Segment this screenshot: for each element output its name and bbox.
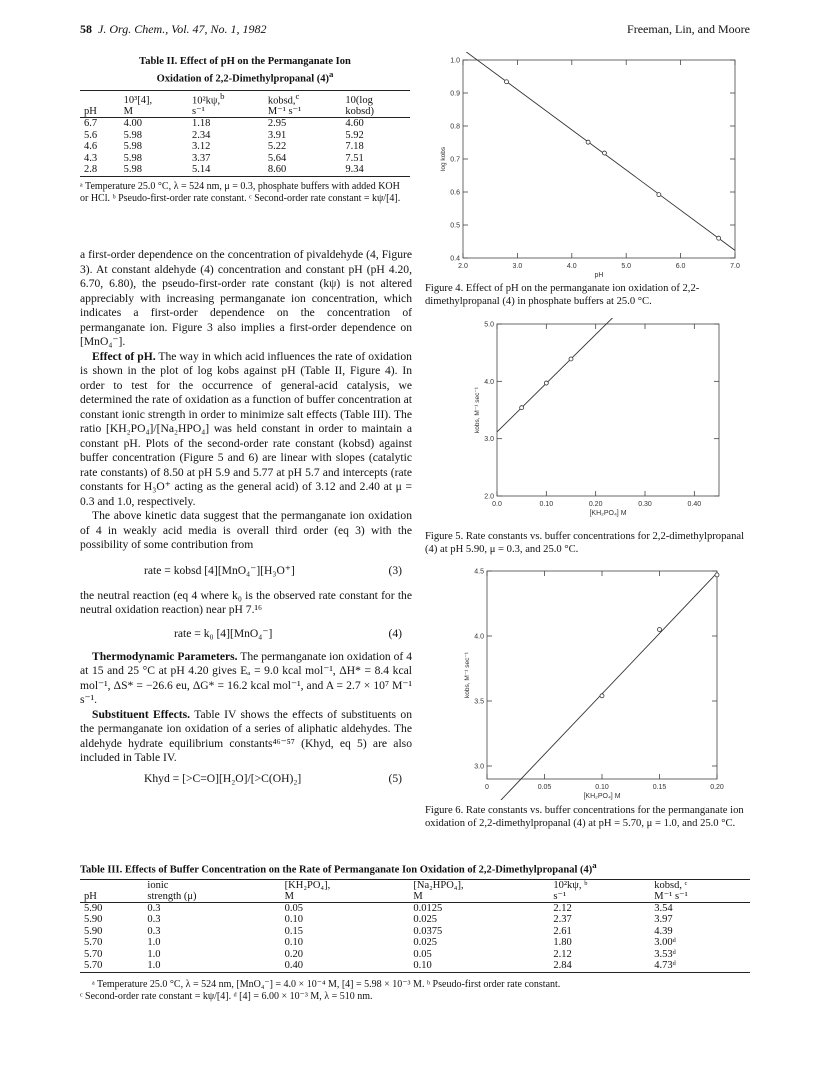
x-tick-label: 0.15 <box>652 784 667 791</box>
x-axis-label: [KH₂PO₄] M <box>589 510 627 517</box>
section-heading-subst: Substituent Effects. <box>92 707 191 721</box>
table-3-cell: 0.20 <box>284 948 304 960</box>
x-tick-label: 0.20 <box>710 784 724 791</box>
table-2-cell: 2.34 <box>191 129 211 141</box>
table-3-caption: Table III. Effects of Buffer Concentration on the Rate of Permanganate Ion Oxidation of 2,2-Dimethylpropanal $(4)^a$ <box>80 860 597 876</box>
table-3-cell: 2.61 <box>553 925 572 937</box>
table-3-cell: 3.54 <box>654 902 673 914</box>
table-3-cell: 1.0 <box>147 948 161 960</box>
figure-6-caption: Figure 6. Rate constants vs. buffer concentrations for the permanganate ion oxidation of 2,2-dimethylpropanal (4) at pH = 5.70, μ = 1.0, and 25.0 °C. <box>425 805 744 829</box>
table-3-cell: 2.12 <box>553 948 572 960</box>
table-3-cell: 5.70 <box>80 960 143 972</box>
data-point <box>520 406 524 410</box>
x-tick-label: 0.20 <box>588 501 603 508</box>
y-tick-label: 2.0 <box>484 493 494 501</box>
table-3-cell: 0.025 <box>413 937 438 948</box>
table-row <box>80 960 750 972</box>
table-3-cell: 0.3 <box>147 925 161 937</box>
data-point <box>715 573 719 577</box>
table-2-subheader-col-0: pH <box>80 106 120 118</box>
y-axis-label: kobs, M⁻¹ sec⁻¹ <box>474 387 481 433</box>
x-tick-label: 0.10 <box>595 784 609 791</box>
table-2-cell: 3.12 <box>191 141 211 152</box>
table-2-subheader-col-2: s⁻¹ <box>188 106 264 118</box>
table-row <box>80 164 410 176</box>
y-axis-label: kobs, M⁻¹ sec⁻¹ <box>464 652 471 698</box>
y-tick-label: 3.0 <box>484 436 494 444</box>
x-tick-label: 0.0 <box>492 501 502 508</box>
y-tick-label: 0.5 <box>450 222 460 230</box>
table-3-subheader-col-4: s⁻¹ <box>549 891 650 903</box>
table-3-cell: 0.05 <box>284 902 304 914</box>
table-2-header-col-3: kobsd,$^c$ <box>264 90 342 106</box>
table-3-subheader-col-1: strength (μ) <box>143 891 280 903</box>
x-tick-label: 4.0 <box>566 263 577 270</box>
y-tick-label: 0.7 <box>450 156 460 164</box>
data-point <box>602 151 606 155</box>
y-axis-label: log kobs <box>440 146 447 172</box>
table-3-cell: 4.73ᵈ <box>650 960 750 972</box>
table-2-cell: 8.60 <box>264 164 342 176</box>
table-2-cell: 4.00 <box>123 118 142 129</box>
table-row <box>80 926 750 938</box>
table-2-subheader-col-3: M⁻¹ s⁻¹ <box>264 106 342 118</box>
table-3-cell: 0.025 <box>413 914 438 925</box>
table-2-cell: 5.6 <box>84 129 98 141</box>
table-3-cell: 1.0 <box>143 960 280 972</box>
table-2-cell: 7.18 <box>345 141 364 152</box>
table-row <box>80 902 750 914</box>
table-2-cell: 5.22 <box>267 141 287 152</box>
table-2-cell: 6.7 <box>84 118 98 129</box>
figure-6-chart <box>425 565 750 800</box>
figure-4-chart <box>425 52 750 282</box>
x-tick-label: 0.10 <box>539 501 554 508</box>
table-2-footnote: ᵃ Temperature 25.0 °C, λ = 524 nm, μ = 0.3, phosphate buffers with added KOH or HCl. ᵇ Pseudo-first-order rate constant. ᶜ Second-order rate constant = kψ/[4]. <box>80 180 401 204</box>
table-3-header-col-1: ionic <box>143 879 280 891</box>
y-tick-label: 0.9 <box>450 90 460 98</box>
table-3-header-col-5: kobsd, ᶜ <box>650 879 750 891</box>
table-3-cell: 5.70 <box>84 937 103 948</box>
table-3-cell: 0.05 <box>413 948 432 960</box>
table-3-cell: 0.10 <box>284 914 304 925</box>
table-2-cell: 5.98 <box>123 152 142 164</box>
table-2-header-col-3-sup: c <box>295 90 300 101</box>
table-2-grid <box>80 90 410 177</box>
table-2-cell: 5.98 <box>120 164 188 176</box>
body-text-left <box>80 248 412 792</box>
table-3-header-col-0 <box>80 879 143 891</box>
fit-line <box>497 318 719 432</box>
table-row <box>80 949 750 961</box>
table-3-cell: 0.3 <box>147 914 161 925</box>
table-row <box>80 118 410 130</box>
plot-frame <box>463 60 735 258</box>
data-point <box>717 236 721 240</box>
x-tick-label: 3.0 <box>512 263 523 270</box>
data-point <box>544 381 548 385</box>
table-3-subheader-col-0: pH <box>80 891 143 903</box>
fit-line <box>463 52 735 250</box>
plot-frame <box>497 324 719 496</box>
table-3-cell: 2.84 <box>549 960 650 972</box>
x-tick-label: 0 <box>485 784 489 791</box>
table-3-header-col-4: 10²kψ, ᵇ <box>549 879 650 891</box>
table-2-cell: 3.37 <box>191 152 211 164</box>
table-3-subheader-col-2: M <box>281 891 410 903</box>
table-2-header-col-0 <box>80 90 120 106</box>
table-2-cell: 3.91 <box>267 129 287 141</box>
table-row <box>80 153 410 165</box>
table-3-header-col-3: [Na₂HPO₄], <box>409 879 549 891</box>
y-tick-label: 4.0 <box>474 633 484 641</box>
paragraph-3: The above kinetic data suggest that the permanganate ion oxidation of 4 in weakly acid media is overall third order (eq 3) with the possibility of some contribution from <box>80 509 412 551</box>
table-2-cell: 4.60 <box>345 118 364 129</box>
table-3-cell: 5.90 <box>84 914 103 925</box>
data-point <box>658 628 662 632</box>
paragraph-4: the neutral reaction (eq 4 where k₀ is the observed rate constant for the neutral oxidation reaction) near pH 7.¹⁶ <box>80 588 412 616</box>
x-axis-label: [KH₂PO₄] M <box>583 793 621 800</box>
table-3-cell: 5.90 <box>84 902 103 914</box>
y-tick-label: 0.8 <box>450 123 460 131</box>
table-3-header-col-2: [KH₂PO₄], <box>281 879 410 891</box>
table-3-cell: 3.00ᵈ <box>654 937 676 948</box>
table-2-subheader-col-1: M <box>120 106 188 118</box>
table-row <box>80 914 750 926</box>
table-3-cell: 0.0125 <box>413 902 443 914</box>
table-3-cell: 3.97 <box>654 914 673 925</box>
table-3-cell: 0.3 <box>147 902 161 914</box>
x-axis-label: pH <box>594 272 604 279</box>
y-tick-label: 1.0 <box>450 57 460 65</box>
table-3-cell: 0.0375 <box>413 925 443 937</box>
table-2-cell: 5.64 <box>267 152 287 164</box>
table-2-header-col-2: 10²kψ,$^b$ <box>188 90 264 106</box>
y-tick-label: 0.6 <box>450 189 460 197</box>
page-number: 58 <box>80 22 92 36</box>
x-tick-label: 2.0 <box>458 263 468 270</box>
table-2-cell: 1.18 <box>191 118 211 129</box>
table-3-grid <box>80 879 750 973</box>
journal-citation: J. Org. Chem., Vol. 47, No. 1, 1982 <box>98 22 267 36</box>
table-3-cell: 0.10 <box>409 960 549 972</box>
table-3-cell: 2.12 <box>553 902 572 914</box>
x-tick-label: 6.0 <box>675 263 686 270</box>
table-2-cell: 9.34 <box>341 164 410 176</box>
data-point <box>569 357 573 361</box>
table-3-footnote-1: ᵃ Temperature 25.0 °C, λ = 524 nm, [MnO₄⁻] = 4.0 × 10⁻⁴ M, [4] = 5.98 × 10⁻³ M. ᵇ Pseudo-first order rate constant. <box>92 978 561 990</box>
page-header <box>80 22 750 38</box>
y-tick-label: 4.0 <box>484 378 494 386</box>
data-point <box>600 694 604 698</box>
data-point <box>586 140 590 144</box>
table-3-cell: 1.80 <box>553 937 572 948</box>
section-heading-ph: Effect of pH. <box>92 349 156 363</box>
y-tick-label: 3.5 <box>474 698 484 706</box>
table-3-cell: 5.90 <box>84 925 103 937</box>
table-3-cell: 0.10 <box>284 937 304 948</box>
paragraph-thermo: Thermodynamic Parameters. The permanganate ion oxidation of 4 at 15 and 25 °C at pH 4.20 gives Eₐ = 9.0 kcal mol⁻¹, ΔH* = 8.4 kcal mol⁻¹, ΔS* = −26.6 eu, ΔG* = 16.2 kcal mol⁻¹, and A = 2.7 × 10⁷ M⁻¹ s⁻¹. <box>80 649 412 706</box>
paragraph-ph: Effect of pH. The way in which acid influences the rate of oxidation is shown in the plot of log kobs against pH (Table II, Figure 4). In order to test for the occurrence of general-acid catalysis, we determined the rate of oxidation as a function of buffer concentration at constant ionic strength in order to minimize salt effects (Table III). The ratio [KH₂PO₄]/[Na₂HPO₄] was held constant in order to maintain a constant pH. Plots of the second-order rate constant (kobsd) against buffer concentration (Figure 5 and 6) are linear with slopes (catalytic rate constants) of 8.50 at pH 5.9 and 5.77 at pH 5.7 and intercepts (rate constants for H₃O⁺ acting as the general acid) of 3.12 and 2.40 at μ = 0.3 and 1.0, respectively. <box>80 349 412 508</box>
table-3-cell: 0.15 <box>284 925 304 937</box>
table-row <box>80 937 750 949</box>
table-3-subheader-col-5: M⁻¹ s⁻¹ <box>650 891 750 903</box>
table-2-header-col-2-sup: b <box>220 90 225 101</box>
table-2-header-col-4: 10(log <box>341 90 410 106</box>
paragraph-1: a first-order dependence on the concentration of pivaldehyde (4, Figure 3). At constant aldehyde (4) concentration and constant pH (pH 4.20, 6.70, 6.80), the pseudo-first-order rate constant (kψ) is not altered appreciably with increasing permanganate ion concentration, which indicates a first-order dependence on the concentration of permanganate ion. Figure 3 also implies a first-order dependence on [MnO₄⁻]. <box>80 248 412 348</box>
table-2-header-col-1: 10³[4], <box>120 90 188 106</box>
equation-4: rate = k₀ [4][MnO₄⁻] (4) <box>174 626 402 640</box>
figure-4-caption: Figure 4. Effect of pH on the permanganate ion oxidation of 2,2-dimethylpropanal (4) in phosphate buffers at 25.0 °C. <box>425 283 700 307</box>
plot-frame <box>487 571 717 779</box>
table-3 <box>80 860 750 1003</box>
table-3-cell: 4.39 <box>654 925 673 937</box>
table-2-cell: 5.92 <box>345 129 364 141</box>
x-tick-label: 0.40 <box>687 501 702 508</box>
table-2-cell: 5.14 <box>188 164 264 176</box>
table-3-cell: 5.70 <box>84 948 103 960</box>
table-3-footnote-2: ᶜ Second-order rate constant = kψ/[4]. ᵈ [4] = 6.00 × 10⁻³ M, λ = 510 nm. <box>80 990 373 1002</box>
paragraph-subst: Substituent Effects. Table IV shows the effects of substituents on the permanganate ion oxidation of a series of aliphatic aldehydes. The aldehyde hydrate equilibrium constants⁴⁶⁻⁵⁷ (Khyd, eq 5) are also included in Table IV. <box>80 707 412 764</box>
table-row <box>80 130 410 142</box>
table-2-cell: 5.98 <box>123 141 142 152</box>
table-3-cell: 3.53ᵈ <box>654 948 676 960</box>
equation-5: Khyd = [>C=O][H₂O]/[>C(OH)₂] (5) <box>144 771 402 785</box>
y-tick-label: 3.0 <box>474 763 484 771</box>
y-tick-label: 4.5 <box>474 568 484 576</box>
table-row <box>80 141 410 153</box>
table-2-caption: Table II. Effect of pH on the Permanganate Ion Oxidation of 2,2-Dimethylpropanal $(4)^a$ <box>139 56 351 85</box>
table-2-cell: 4.3 <box>84 152 98 164</box>
figure-5-chart <box>425 318 750 528</box>
table-2-cell: 4.6 <box>84 141 98 152</box>
section-heading-thermo: Thermodynamic Parameters. <box>92 649 238 663</box>
y-tick-label: 5.0 <box>484 321 494 329</box>
table-3-cell: 1.0 <box>147 937 161 948</box>
table-2-cell: 2.95 <box>267 118 287 129</box>
y-tick-label: 0.4 <box>450 255 460 263</box>
table-2 <box>80 56 410 205</box>
data-point <box>505 80 509 84</box>
author-list: Freeman, Lin, and Moore <box>627 22 750 36</box>
equation-3: rate = kobsd [4][MnO₄⁻][H₃O⁺] (3) <box>144 563 402 577</box>
table-2-cell: 5.98 <box>123 129 142 141</box>
data-point <box>657 193 661 197</box>
table-3-cell: 2.37 <box>553 914 572 925</box>
table-3-subheader-col-3: M <box>409 891 549 903</box>
figure-5-caption: Figure 5. Rate constants vs. buffer concentrations for 2,2-dimethylpropanal (4) at pH 5.90, μ = 0.3, and 25.0 °C. <box>425 531 745 555</box>
table-2-subheader-col-4: kobsd) <box>341 106 410 118</box>
table-3-cell: 0.40 <box>281 960 410 972</box>
table-2-cell: 2.8 <box>80 164 120 176</box>
fit-line <box>487 573 717 800</box>
table-2-cell: 7.51 <box>345 152 364 164</box>
x-tick-label: 5.0 <box>621 263 632 270</box>
x-tick-label: 0.05 <box>537 784 552 791</box>
x-tick-label: 7.0 <box>730 263 740 270</box>
x-tick-label: 0.30 <box>638 501 652 508</box>
